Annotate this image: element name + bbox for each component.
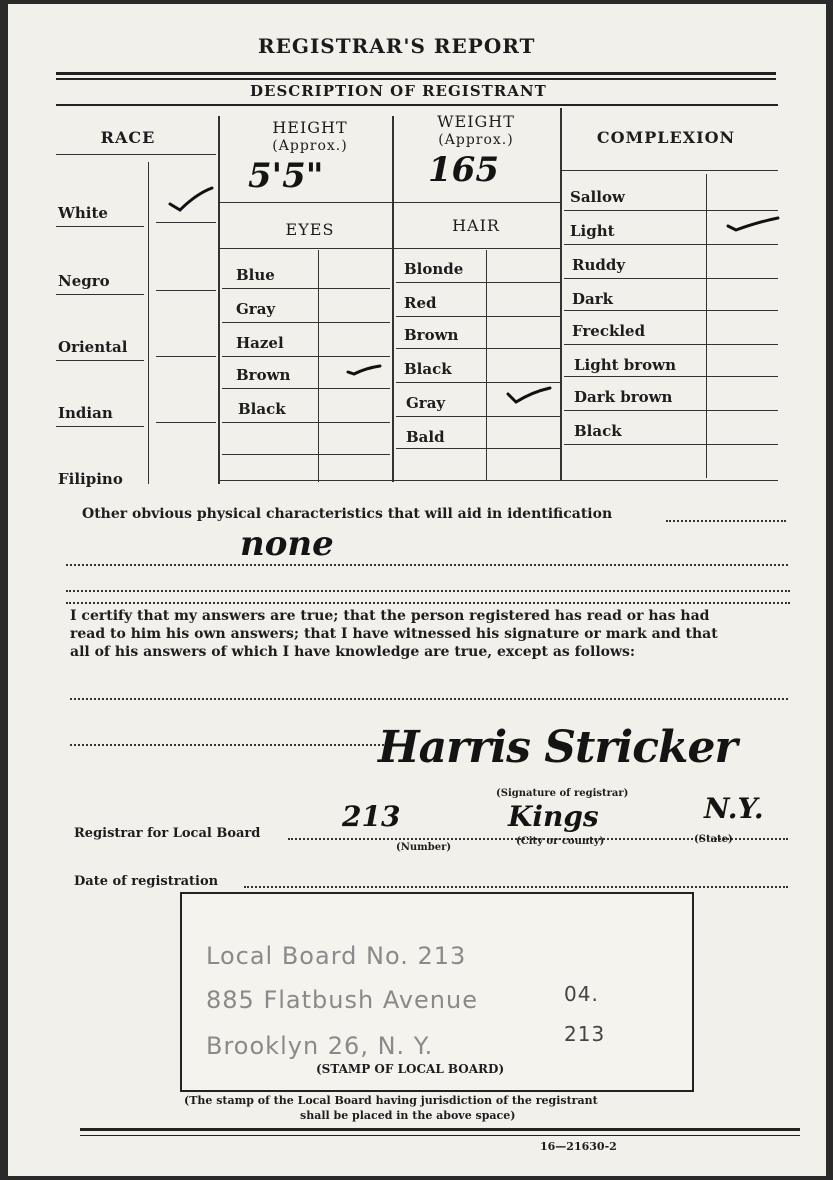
race-label-rule [56,426,144,427]
race-row-rule [156,422,216,423]
certify-line-2: read to him his own answers; that I have witnessed his signature or mark and that [70,626,718,642]
other-characteristics-value: none [240,524,334,564]
height-approx-label: (Approx.) [272,138,348,154]
other-line-4 [66,602,790,604]
height-right-border [392,116,394,482]
stamp-code-2: 213 [564,1022,606,1046]
complexion-heading: COMPLEXION [596,128,736,147]
complexion-row-rule [564,376,778,377]
number-caption: (Number) [396,842,452,853]
footer-rule-2 [80,1135,800,1136]
hair-row-rule [396,416,560,417]
local-board-state: N.Y. [704,792,764,825]
race-row-rule [156,222,216,223]
eyes-heading: EYES [285,220,335,239]
eyes-row-rule [222,422,390,423]
eyes-option-hazel: Hazel [236,334,284,352]
race-label-rule [56,360,144,361]
footer-note-2: shall be placed in the above space) [300,1109,516,1122]
weight-value: 165 [428,150,499,190]
complexion-header-rule [562,170,778,171]
other-characteristics-label: Other obvious physical characteristics that will aid in identification [82,506,613,522]
certify-line-blank-2 [70,744,400,746]
eyes-checkmark-icon [344,360,384,380]
hair-row-rule [396,448,560,449]
eyes-row-rule [222,322,390,323]
eyes-option-blue: Blue [236,266,275,284]
complexion-row-rule [564,444,778,445]
footer-rule-1 [80,1128,800,1131]
hair-row-rule [396,348,560,349]
race-col-divider [148,162,149,484]
signature-caption: (Signature of registrar) [496,788,629,799]
hair-option-red: Red [404,294,437,312]
hair-option-black: Black [404,360,452,378]
eyes-check-divider [318,250,319,482]
date-of-registration-label: Date of registration [74,874,219,889]
complexion-option-dark: Dark [572,290,614,308]
certify-line-3: all of his answers of which I have knowledge are true, except as follows: [70,644,636,660]
eyes-row-rule [222,356,390,357]
report-title: REGISTRAR'S REPORT [258,34,536,58]
race-option-white: White [58,204,108,222]
race-label-rule [56,294,144,295]
complexion-row-rule [564,410,778,411]
local-board-label: Registrar for Local Board [74,826,261,841]
local-board-city: Kings [508,800,599,833]
city-caption: (City or county) [516,836,605,847]
registrar-signature: Harris Stricker [378,722,737,773]
eyes-row-rule [222,454,390,455]
race-option-negro: Negro [58,272,110,290]
race-row-rule [156,356,216,357]
eyes-row-rule [222,288,390,289]
eyes-hair-header-rule [220,248,560,249]
complexion-option-freckled: Freckled [572,322,646,340]
complexion-option-light: Light [570,222,615,240]
eyes-option-brown: Brown [236,366,291,384]
weight-heading: WEIGHT [437,112,515,131]
eyes-row-rule [222,388,390,389]
complexion-option-light-brown: Light brown [574,356,677,374]
race-heading: RACE [100,128,156,147]
complexion-row-rule [564,210,778,211]
hair-option-blonde: Blonde [404,260,464,278]
form-number: 16—21630-2 [540,1140,617,1153]
height-weight-rule [220,202,560,203]
complexion-row-rule [564,310,778,311]
race-label-rule [56,226,144,227]
race-option-oriental: Oriental [58,338,128,356]
hair-row-rule [396,316,560,317]
height-value: 5'5" [248,156,324,196]
race-checkmark-icon [166,180,216,216]
stamp-line-2: 885 Flatbush Avenue [206,986,478,1014]
hair-row-rule [396,282,560,283]
complexion-option-sallow: Sallow [570,188,625,206]
registration-card [8,4,826,1176]
weight-approx-label: (Approx.) [438,132,514,148]
title-rule-1 [56,72,776,75]
other-line-2 [66,564,788,566]
race-row-rule [156,290,216,291]
stamp-line-1: Local Board No. 213 [206,942,467,970]
hair-option-gray: Gray [406,394,446,412]
footer-note-1: (The stamp of the Local Board having jurisdiction of the registrant [184,1094,598,1107]
complexion-option-black: Black [574,422,622,440]
certify-line-1: I certify that my answers are true; that the person registered has read or has had [70,608,710,624]
complexion-check-divider [706,174,707,478]
complexion-option-ruddy: Ruddy [572,256,626,274]
other-line-3 [66,590,790,592]
table-bottom-rule [220,480,778,481]
hair-option-bald: Bald [406,428,445,446]
race-option-indian: Indian [58,404,113,422]
complexion-row-rule [564,244,778,245]
hair-option-brown: Brown [404,326,459,344]
complexion-row-rule [564,278,778,279]
complexion-option-dark-brown: Dark brown [574,388,673,406]
stamp-caption: (STAMP OF LOCAL BOARD) [316,1062,505,1076]
subtitle-rule [56,104,778,106]
other-line-1 [666,520,786,522]
complexion-checkmark-icon [724,212,782,236]
stamp-box [180,892,694,1092]
stamp-code-1: 04. [564,982,599,1006]
local-board-number: 213 [342,800,401,833]
race-right-border [218,116,220,484]
weight-right-border [560,108,562,480]
complexion-row-rule [564,344,778,345]
hair-row-rule [396,382,560,383]
hair-checkmark-icon [504,384,554,410]
title-rule-2 [56,78,776,80]
race-header-rule [56,154,216,155]
eyes-option-gray: Gray [236,300,276,318]
height-heading: HEIGHT [272,118,348,137]
description-subtitle: DESCRIPTION OF REGISTRANT [250,82,547,100]
eyes-option-black: Black [238,400,286,418]
hair-check-divider [486,250,487,480]
state-caption: (State) [694,834,733,845]
stamp-line-3: Brooklyn 26, N. Y. [206,1032,434,1060]
hair-heading: HAIR [452,216,500,235]
certify-line-blank-1 [70,698,788,700]
date-line [244,886,788,888]
race-option-filipino: Filipino [58,470,123,488]
